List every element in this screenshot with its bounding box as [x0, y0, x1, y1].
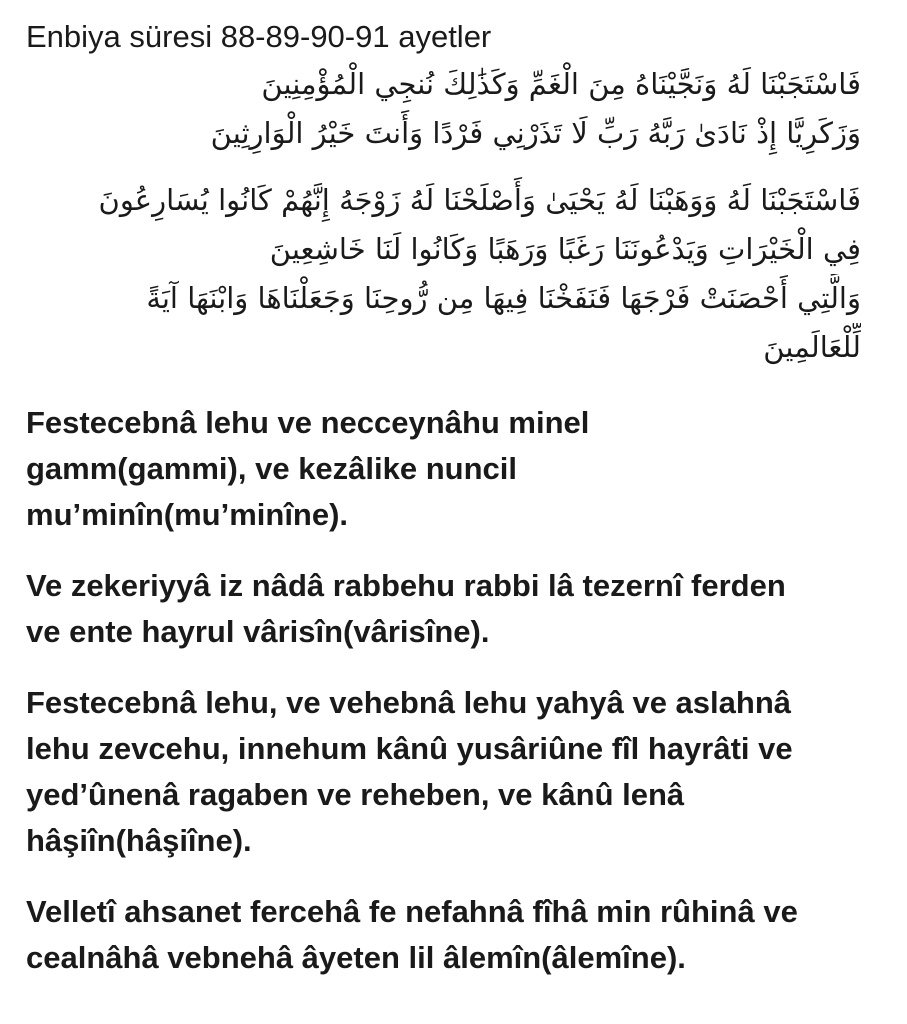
arabic-verses-88-89 — [26, 60, 867, 158]
arabic-verse-line: وَالَّتِي أَحْصَنَتْ فَرْجَهَا فَنَفَخْنَا فِيهَا مِن رُّوحِنَا وَجَعَلْنَاهَا وَابْنَهَا آيَةً — [146, 281, 861, 315]
transliteration-line: Ve zekeriyyâ iz nâdâ rabbehu rabbi lâ tezernî ferden — [26, 568, 786, 603]
arabic-verses-90-91 — [26, 176, 867, 372]
transliteration-line: hâşiîn(hâşiîne). — [26, 823, 252, 858]
arabic-verse-line: فَاسْتَجَبْنَا لَهُ وَنَجَّيْنَاهُ مِنَ الْغَمِّ وَكَذَٰلِكَ نُنجِي الْمُؤْمِنِينَ — [261, 67, 861, 101]
transliteration-line: cealnâhâ vebnehâ âyeten lil âlemîn(âlemîne). — [26, 940, 686, 975]
transliteration-verse-88 — [26, 400, 867, 538]
transliteration-verse-89 — [26, 563, 867, 655]
arabic-verse-line: فِي الْخَيْرَاتِ وَيَدْعُونَنَا رَغَبًا وَرَهَبًا وَكَانُوا لَنَا خَاشِعِينَ — [269, 232, 861, 266]
arabic-verse-line: لِّلْعَالَمِينَ — [763, 330, 861, 364]
transliteration-line: yed’ûnenâ ragaben ve reheben, ve kânû lenâ — [26, 777, 685, 812]
page-title: Enbiya süresi 88-89-90-91 ayetler — [26, 19, 492, 54]
transliteration-line: gamm(gammi), ve kezâlike nuncil — [26, 451, 518, 486]
transliteration-line: ve ente hayrul vârisîn(vârisîne). — [26, 614, 490, 649]
arabic-verse-line: فَاسْتَجَبْنَا لَهُ وَوَهَبْنَا لَهُ يَحْيَىٰ وَأَصْلَحْنَا لَهُ زَوْجَهُ إِنَّهُمْ كَانُوا يُسَارِعُونَ — [98, 183, 861, 217]
transliteration-line: Festecebnâ lehu, ve vehebnâ lehu yahyâ ve aslahnâ — [26, 685, 792, 720]
transliteration-line: lehu zevcehu, innehum kânû yusâriûne fîl hayrâti ve — [26, 731, 793, 766]
transliteration-verse-90 — [26, 680, 867, 864]
transliteration-line: mu’minîn(mu’minîne). — [26, 497, 349, 532]
transliteration-line: Festecebnâ lehu ve necceynâhu minel — [26, 405, 590, 440]
arabic-verse-line: وَزَكَرِيَّا إِذْ نَادَىٰ رَبَّهُ رَبِّ لَا تَذَرْنِي فَرْدًا وَأَنتَ خَيْرُ الْوَارِثِينَ — [210, 116, 861, 150]
transliteration-line: Velletî ahsanet fercehâ fe nefahnâ fîhâ min rûhinâ ve — [26, 894, 798, 929]
transliteration-verse-91 — [26, 889, 867, 981]
